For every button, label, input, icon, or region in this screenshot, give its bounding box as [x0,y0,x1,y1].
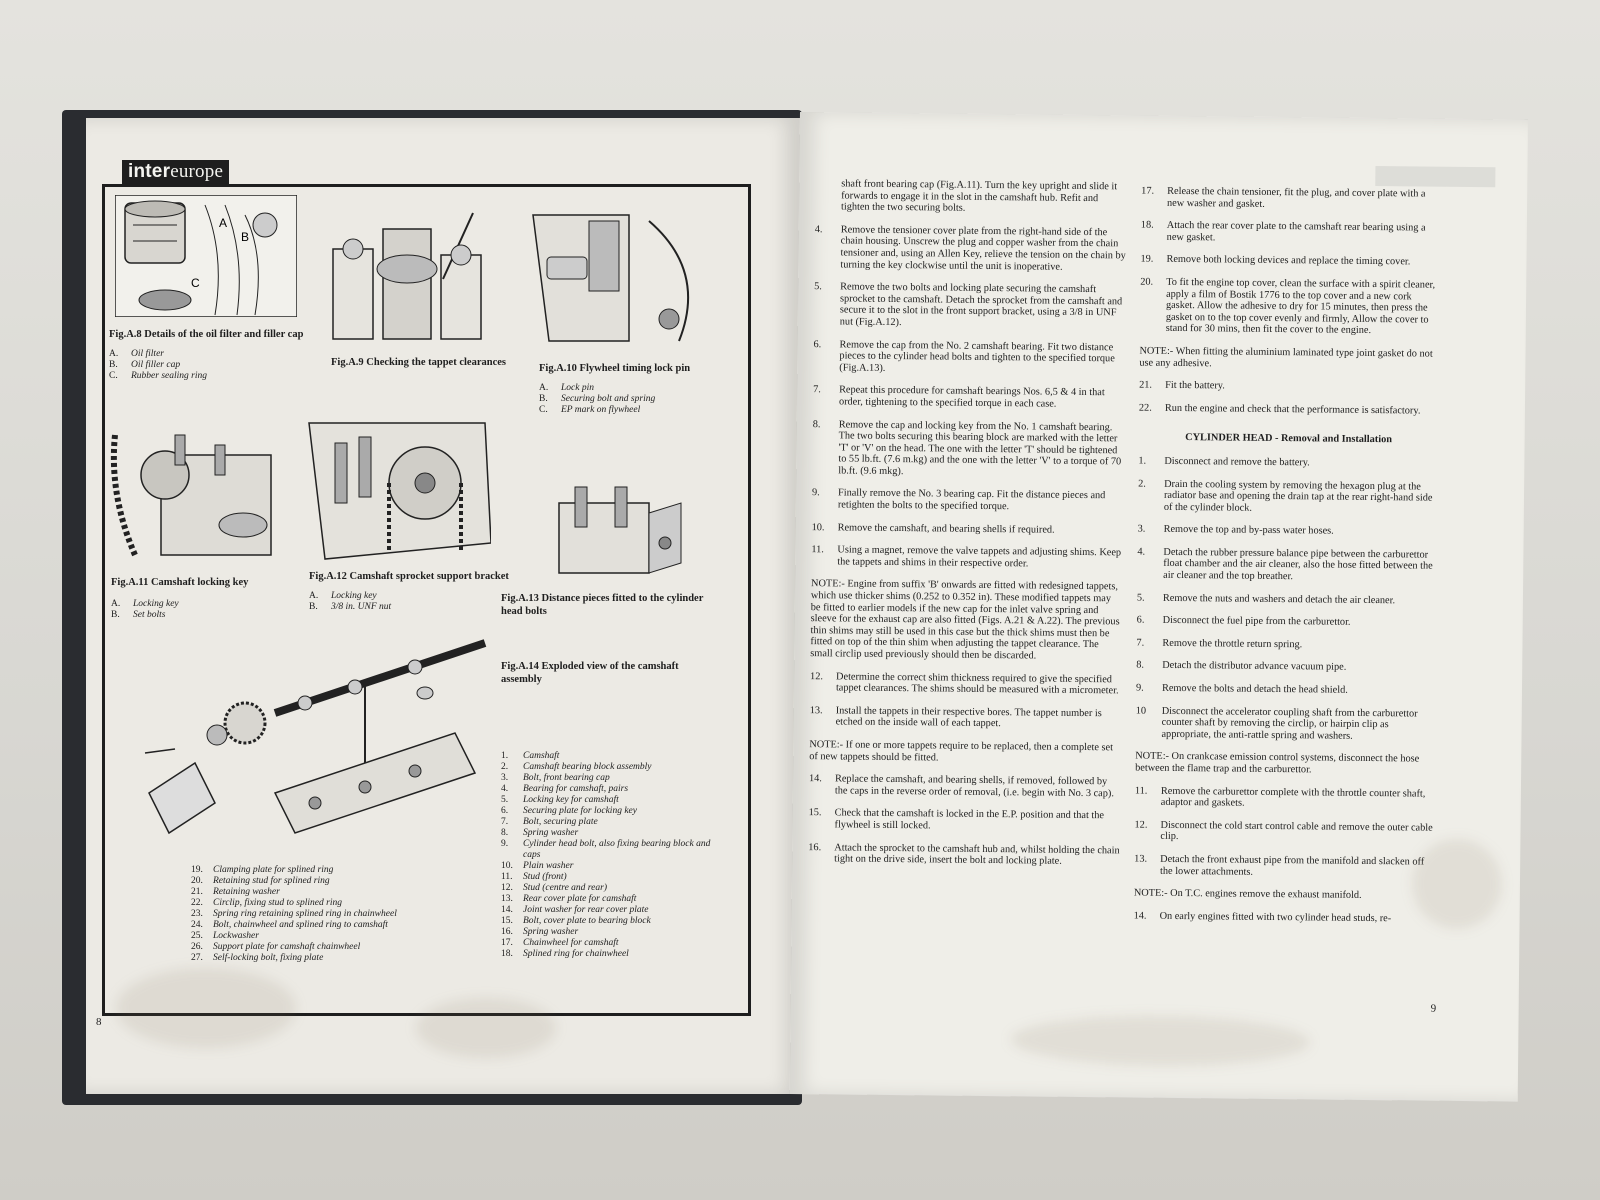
instruction-step [1141,220,1441,246]
right-page [790,112,1528,1102]
instruction-step [1139,402,1439,417]
step-number: 10 [1135,705,1147,717]
label-a: A [219,216,228,230]
instruction-step [1140,254,1440,269]
step-text: Disconnect the accelerator coupling shaft from the carburettor counter shaft by removing the circlip, or hairpin clip as appropriate, the anti-rattle spring and washers. [1161,705,1418,742]
part-list-item: 2. Camshaft bearing block assembly [501,762,652,772]
instruction-step [815,178,1127,216]
instruction-step [1134,819,1434,845]
fig-a8-caption: Fig.A.8 Details of the oil filter and filler cap [109,329,304,340]
step-number: 19. [1140,253,1154,266]
instruction-step [1136,637,1436,652]
instruction-step [1141,186,1441,212]
instruction-step [1137,546,1437,584]
step-text: Remove the carburettor complete with the throttle counter shaft, adaptor and gaskets. [1160,785,1426,809]
step-number: 13. [1134,853,1148,865]
camshaft-exploded-drawing [125,623,545,863]
step-text: Release the chain tensioner, fit the plug, and cover plate with a new washer and gasket. [1167,185,1426,210]
part-list-item: 18. Splined ring for chainwheel [501,949,629,959]
instruction-step [808,807,1120,833]
step-number: 9. [811,487,820,499]
fig-a10-illustration [529,211,707,349]
instruction-step [811,544,1123,570]
part-list-item: 26. Support plate for camshaft chainwheel [191,942,361,952]
section-heading: CYLINDER HEAD - Removal and Installation [1185,432,1393,446]
step-text: Drain the cooling system by removing the hexagon plug at the radiator base and opening the drain tap at the rear right-hand side of the cylinder block. [1163,478,1433,514]
part-list-item: 14. Joint washer for rear cover plate [501,905,649,915]
step-text: Detach the rubber pressure balance pipe between the carburettor float chamber and the air cleaner, also the hose fitted between the air cleaner and the top breather. [1163,546,1433,583]
part-list-item: 13. Rear cover plate for camshaft [501,894,637,904]
fig-a11-legend: A. Locking key B. Set bolts [111,599,179,620]
part-list-item: 7. Bolt, securing plate [501,817,598,827]
label-b: B [241,230,250,244]
step-text: Check that the camshaft is locked in the E.P. position and that the flywheel is still locked. [834,807,1105,832]
step-text: Remove the cap from the No. 2 camshaft bearing. Fit two distance pieces to the cylinder head bolts and tighten to the specified torque (Fig.A.13). [839,338,1115,374]
left-page [86,118,800,1094]
part-list-item: 1. Camshaft [501,751,560,761]
step-number: 5. [814,281,822,293]
page-stain [1010,1014,1311,1067]
fig-a13-caption-2: head bolts [501,606,547,617]
brand-logo [122,160,229,186]
part-list-item: 25. Lockwasher [191,931,259,941]
fig-a13-caption-1: Fig.A.13 Distance pieces fitted to the cylinder [501,593,704,604]
part-list-item: 21. Retaining washer [191,887,280,897]
step-number: 5. [1136,592,1145,604]
instruction-step [810,705,1122,731]
fig-a10-caption: Fig.A.10 Flywheel timing lock pin [539,363,691,374]
step-text: Remove the two bolts and locking plate securing the camshaft sprocket to the camshaft. Detach the sprocket from the camshaft and secure it to the slot in the front support bracket, using a 3/8 in UNF nut (Fig.A.12). [839,281,1123,329]
oil-filter-drawing [115,195,297,317]
step-text: Replace the camshaft, and bearing shells, if removed, followed by the caps in the reverse order of removal, (i.e. begin with No. 3 cap). [834,773,1114,800]
instruction-step [1134,854,1434,880]
instruction-step [814,281,1126,331]
part-list-item: 12. Stud (centre and rear) [501,883,607,893]
step-number: 11. [1134,785,1148,797]
fig-a14-illustration [125,623,545,863]
step-number: 6. [813,338,822,350]
instruction-step [1137,615,1437,630]
fig-a8-illustration [115,195,297,317]
step-text: Remove the bolts and detach the head shield. [1161,682,1348,696]
part-list-item: 4. Bearing for camshaft, pairs [501,784,629,794]
page-stain [116,968,296,1048]
note-paragraph: NOTE:- On T.C. engines remove the exhaust manifold. [1133,887,1362,902]
part-list-item: 5. Locking key for camshaft [501,795,619,805]
step-text: Remove the tensioner cover plate from the right-hand side of the chain housing. Unscrew the plug and copper washer from the chain tensioner and, using an Allen Key, relieve the tension on the chain by turning the key clockwise until the unit is inoperative. [840,224,1126,273]
logo-light: europe [170,161,224,182]
step-text: Disconnect and remove the battery. [1164,455,1310,469]
step-text: Repeat this procedure for camshaft bearings Nos. 6,5 & 4 in that order, tightening to the specified torque in each case. [838,384,1105,410]
flywheel-drawing [529,211,707,349]
step-text: Remove the throttle return spring. [1162,637,1303,651]
step-number: 13. [809,704,823,717]
step-number: 14. [808,773,822,785]
sprocket-bracket-drawing [305,413,491,563]
step-number: 10. [811,521,825,533]
part-list-item: 3. Bolt, front bearing cap [501,773,610,783]
label-c: C [191,276,200,290]
instruction-step [1134,910,1434,925]
step-number: 21. [1139,379,1153,391]
step-number: 11. [811,544,824,556]
part-list-item: 19. Clamping plate for splined ring [191,865,334,875]
step-text: Using a magnet, remove the valve tappets and adjusting shims. Keep the tappets and shims in their respective order. [837,544,1122,570]
step-text: Fit the battery. [1165,379,1225,392]
instruction-step [813,384,1125,410]
step-number: 7. [1136,637,1145,649]
step-text: Remove the top and by-pass water hoses. [1163,524,1334,537]
camshaft-key-drawing [105,415,277,565]
page-tab-marker [1375,166,1495,187]
step-number: 4. [1137,546,1146,558]
step-number: 22. [1138,402,1152,414]
fig-a10-legend: A. Lock pin B. Securing bolt and spring C. EP mark on flywheel [539,383,656,415]
step-number: 6. [1136,614,1145,626]
instruction-step [812,522,1124,537]
instruction-step [1135,785,1435,811]
fig-a8-legend: A. Oil filter B. Oil filler cap C. Rubber sealing ring [109,349,207,381]
step-text: Disconnect the cold start control cable and remove the outer cable clip. [1160,819,1433,843]
part-list-item: 17. Chainwheel for camshaft [501,938,619,948]
part-list-item: 9. Cylinder head bolt, also fixing bearing block and [501,839,711,849]
tappet-drawing [323,209,501,349]
note-paragraph: NOTE:- On crankcase emission control systems, disconnect the hose between the flame trap and the carburettor. [1135,750,1420,776]
instruction-step [1138,478,1438,516]
instruction-step [1136,683,1436,698]
fig-a11-illustration [105,415,277,565]
instruction-step [812,419,1125,480]
step-number: 4. [814,223,823,236]
step-text: Detach the distributor advance vacuum pipe. [1162,660,1347,674]
step-text: shaft front bearing cap (Fig.A.11). Turn the key upright and slide it forwards to engage it in the slot in the camshaft hub. Refit and tighten the two securing bolts. [840,178,1118,214]
step-text: Remove the nuts and washers and detach the air cleaner. [1162,592,1396,606]
part-list-item: 23. Spring ring retaining splined ring in chainwheel [191,909,397,919]
step-number: 12. [1134,819,1148,831]
fig-a12-caption: Fig.A.12 Camshaft sprocket support bracket [309,571,509,582]
part-list-item: 27. Self-locking bolt, fixing plate [191,953,324,963]
step-number: 8. [1136,659,1145,672]
fig-a12-legend: A. Locking key B. 3/8 in. UNF nut [309,591,392,612]
note-paragraph: NOTE:- When fitting the aluminium laminated type joint gasket do not use any adhesive. [1139,345,1433,369]
fig-a9-caption: Fig.A.9 Checking the tappet clearances [331,357,506,368]
step-text: Remove the cap and locking key from the No. 1 camshaft bearing. The two bolts securing this bearing block are marked with the letter 'T' or 'V' on the head. The one with the letter 'T' should be tightened to 55 lb.ft. (7.6 m.kg) and the one with the letter 'V' to a torque of 70 lb.ft. (9.6 mkg). [838,418,1122,477]
fig-a14-caption-1: Fig.A.14 Exploded view of the camshaft [501,661,679,672]
part-list-item: 16. Spring washer [501,927,579,937]
instruction-step [808,842,1120,868]
fig-a13-illustration [555,483,685,581]
instruction-step [814,224,1126,274]
step-number: 3. [1137,523,1146,535]
fig-a12-illustration [305,413,491,563]
step-text: Finally remove the No. 3 bearing cap. Fit the distance pieces and retighten the bolts to the specified torque. [837,487,1106,513]
step-text: Detach the front exhaust pipe from the manifold and slacken off the lower attachments. [1160,853,1425,878]
part-list-item: 11. Stud (front) [501,872,567,882]
part-list-item: 6. Securing plate for locking key [501,806,637,816]
step-number: 9. [1135,682,1144,694]
text-column-1 [808,178,1127,879]
step-text: Run the engine and check that the performance is satisfactory. [1164,402,1421,417]
part-list-item: 8. Spring washer [501,828,579,838]
step-number: 7. [813,384,821,396]
instruction-step [813,339,1125,377]
page-stain [416,998,556,1058]
step-number: 17. [1141,185,1155,197]
step-number: 14. [1133,910,1147,922]
note-paragraph: NOTE:- Engine from suffix 'B' onwards are fitted with redesigned tappets, which use thicker shims (0.252 to 0.352 in). These modified tappets may be fitted to earlier models if the new cap for the inlet valve spring and sleeve for the exhaust cap are also fitted (Figs. A.21 & A.22). The previous thin shims may still be used in this case but the thick shims must then be fitted on top of the thin shim when adjusting the tappet clearance. The small circlip used previously should then be discarded. [810,578,1120,662]
fig-a11-caption: Fig.A.11 Camshaft locking key [111,577,249,588]
step-text: Determine the correct shim thickness required to give the specified tappet clearances. The shims should be measured with a micrometer. [835,671,1119,697]
instruction-step [1138,455,1438,470]
step-text: Attach the rear cover plate to the camshaft rear bearing using a new gasket. [1166,220,1426,244]
instruction-step [1136,660,1436,675]
left-page-number: 8 [96,1016,102,1028]
part-list-item: 15. Bolt, cover plate to bearing block [501,916,651,926]
step-number: 18. [1140,219,1154,231]
page-stain [1411,838,1502,929]
part-list-item: caps [523,850,541,860]
instruction-step [1138,524,1438,539]
part-list-item: 10. Plain washer [501,861,574,871]
step-text: Remove both locking devices and replace the timing cover. [1166,254,1411,268]
instruction-step [1140,277,1441,338]
step-number: 12. [810,670,824,682]
fig-a14-parts-list-left [191,865,397,964]
text-column-2 [1133,186,1441,936]
step-number: 1. [1138,455,1147,467]
instruction-step [809,773,1121,799]
instruction-step [810,671,1122,697]
instruction-step [812,488,1124,514]
logo-bold: inter [128,161,171,182]
step-number: 20. [1140,276,1154,288]
instruction-step [1137,592,1437,607]
note-paragraph: NOTE:- If one or more tappets require to be replaced, then a complete set of new tappets should be fitted. [809,739,1114,764]
fig-a9-illustration [323,209,501,349]
part-list-item: 22. Circlip, fixing stud to splined ring [191,898,342,908]
step-text: Install the tappets in their respective bores. The tappet number is etched on the inside wall of each tappet. [835,705,1102,730]
instruction-step [1135,705,1435,743]
part-list-item: 24. Bolt, chainwheel and splined ring to camshaft [191,920,388,930]
step-text: On early engines fitted with two cylinder head studs, re- [1159,910,1392,924]
step-number: 16. [808,841,822,853]
figure-frame [102,184,751,1016]
step-text: Disconnect the fuel pipe from the carburettor. [1162,615,1351,629]
step-text: Remove the camshaft, and bearing shells if required. [837,522,1055,536]
part-list-item: 20. Retaining stud for splined ring [191,876,330,886]
fig-a14-caption-2: assembly [501,674,542,685]
instruction-step [1139,380,1439,395]
step-text: Attach the sprocket to the camshaft hub and, whilst holding the chain tight on the drive side, insert the bolt and locking plate. [834,841,1120,867]
fig-a14-parts-list-right [501,751,710,960]
right-page-number: 9 [1430,1002,1437,1015]
step-number: 2. [1138,478,1146,490]
step-number: 15. [808,807,822,819]
step-number: 8. [812,418,821,430]
step-text: To fit the engine top cover, clean the surface with a spirit cleaner, apply a film of Bostik 1776 to the top cover and a new cork gasket. Allow the adhesive to dry for 15 minutes, then press the gasket on to the top cover evenly and firmly, Allow the cover to stand for 30 mins, then fit the cover to the engine. [1165,276,1436,337]
distance-pieces-drawing [555,483,685,581]
